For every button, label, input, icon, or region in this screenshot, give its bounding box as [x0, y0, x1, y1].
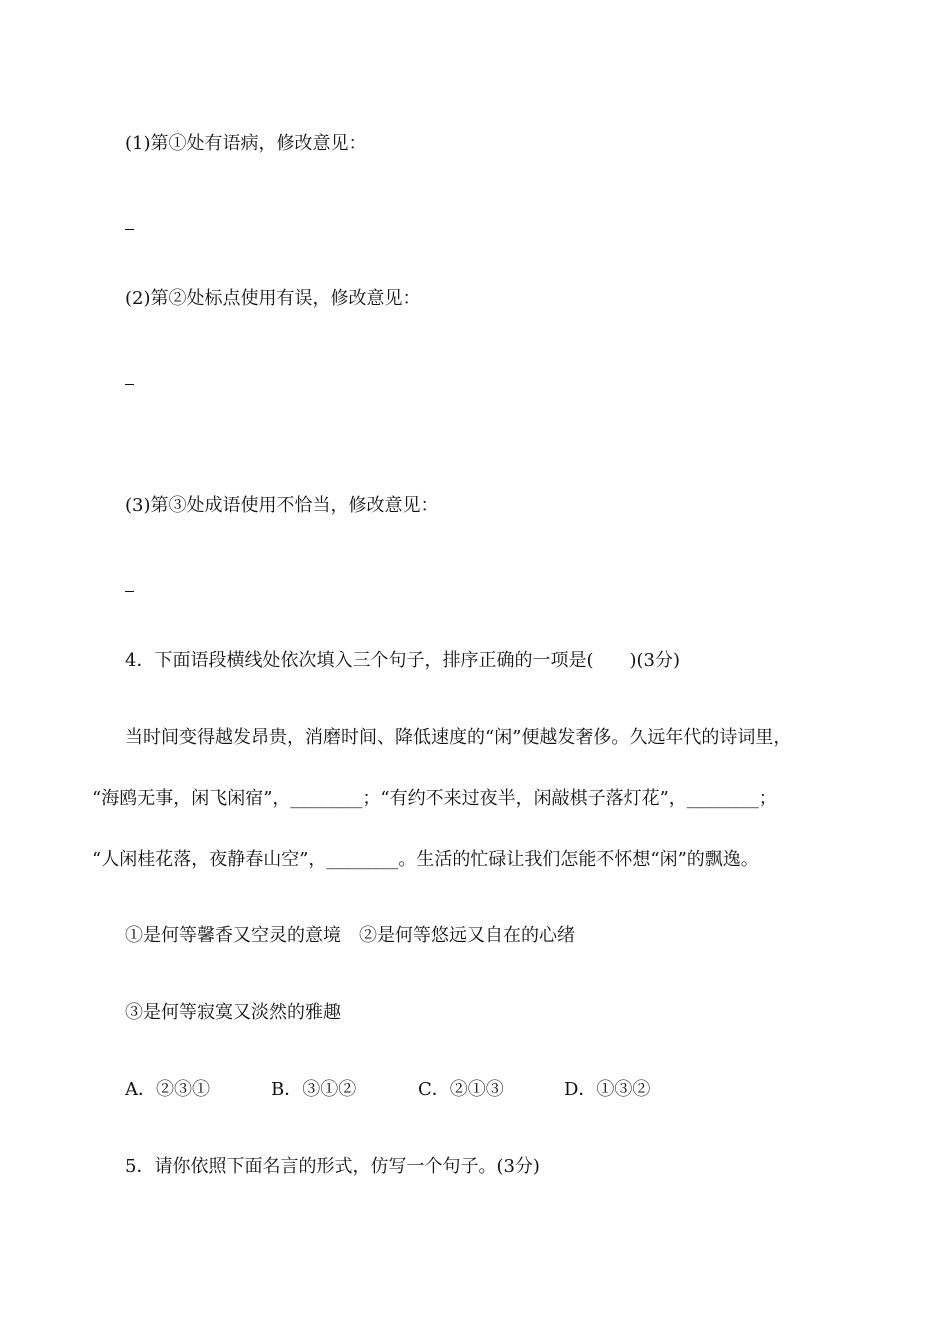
- q4-stem: 4．下面语段横线处依次填入三个句子，排序正确的一项是( )(3分): [125, 650, 680, 671]
- q3-sub3-answer-line[interactable]: [125, 591, 134, 592]
- q4-passage-line-3: “人闲桂花落，夜静春山空”，________。生活的忙碌让我们怎能不怀想“闲”的飘逸。: [92, 849, 759, 870]
- q4-passage-line-1: 当时间变得越发昂贵，消磨时间、降低速度的“闲”便越发奢侈。久远年代的诗词里，: [125, 727, 792, 748]
- option-b[interactable]: B．③①②: [271, 1079, 357, 1100]
- q3-sub1-answer-line[interactable]: [125, 229, 134, 230]
- q3-sub2-prompt: (2)第②处标点使用有误，修改意见：: [125, 288, 421, 309]
- q4-choices-line-2: ③是何等寂寞又淡然的雅趣: [125, 1002, 341, 1023]
- option-a[interactable]: A．②③①: [125, 1079, 210, 1100]
- q4-passage-line-2: “海鸥无事，闲飞闲宿”，________；“有约不来过夜半，闲敲棋子落灯花”，________；: [92, 788, 777, 809]
- q3-sub1-prompt: (1)第①处有语病，修改意见：: [125, 133, 367, 154]
- q4-options: [125, 1078, 650, 1102]
- q3-sub2-answer-line[interactable]: [125, 384, 134, 385]
- q3-sub3-prompt: (3)第③处成语使用不恰当，修改意见：: [125, 495, 439, 516]
- option-c[interactable]: C．②①③: [418, 1079, 504, 1100]
- option-d[interactable]: D．①③②: [564, 1079, 651, 1100]
- q4-choices-line-1: ①是何等馨香又空灵的意境 ②是何等悠远又自在的心绪: [125, 925, 575, 946]
- q5-stem: 5．请你依照下面名言的形式，仿写一个句子。(3分): [125, 1156, 540, 1177]
